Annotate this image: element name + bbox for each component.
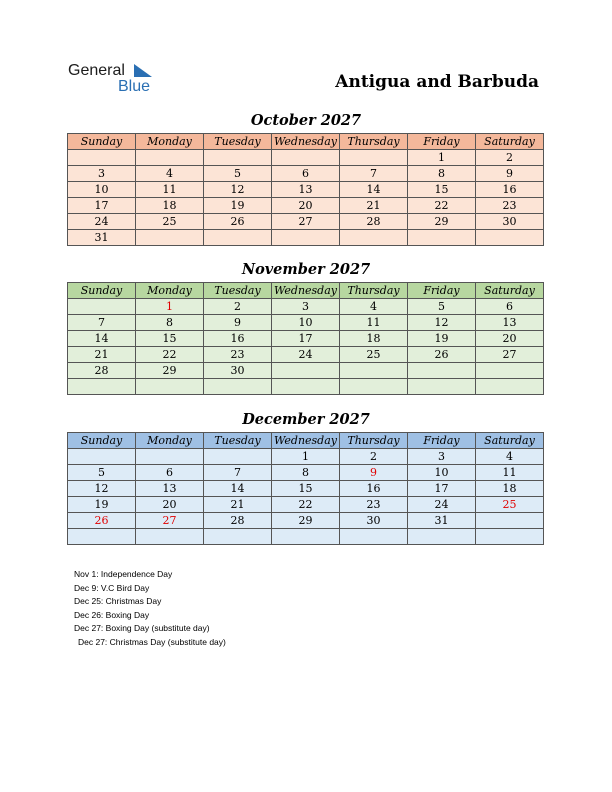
day-cell: 15 bbox=[136, 331, 204, 347]
week-row bbox=[68, 182, 544, 198]
weekday-monday: Monday bbox=[136, 283, 204, 299]
day-cell: 2 bbox=[476, 150, 544, 166]
weekday-tuesday: Tuesday bbox=[204, 433, 272, 449]
day-cell: 17 bbox=[68, 198, 136, 214]
day-cell: 20 bbox=[136, 497, 204, 513]
calendar-december bbox=[67, 432, 544, 545]
day-cell: 2 bbox=[204, 299, 272, 315]
day-cell: 16 bbox=[340, 481, 408, 497]
weekday-header-row bbox=[68, 134, 544, 150]
weekday-friday: Friday bbox=[408, 134, 476, 150]
day-cell: 31 bbox=[68, 230, 136, 246]
day-cell: 8 bbox=[272, 465, 340, 481]
holiday-notes bbox=[74, 568, 226, 649]
holiday-note: Dec 27: Christmas Day (substitute day) bbox=[78, 636, 226, 647]
day-cell: 22 bbox=[408, 198, 476, 214]
empty-day-cell bbox=[340, 363, 408, 379]
week-row bbox=[68, 529, 544, 545]
empty-day-cell bbox=[408, 230, 476, 246]
calendar-body bbox=[68, 150, 544, 246]
weekday-sunday: Sunday bbox=[68, 433, 136, 449]
holiday-note: Dec 27: Boxing Day (substitute day) bbox=[74, 623, 210, 633]
empty-day-cell bbox=[204, 449, 272, 465]
day-cell: 29 bbox=[136, 363, 204, 379]
day-cell: 3 bbox=[68, 166, 136, 182]
day-cell: 6 bbox=[272, 166, 340, 182]
empty-day-cell bbox=[68, 299, 136, 315]
weekday-header-row bbox=[68, 433, 544, 449]
week-row bbox=[68, 449, 544, 465]
day-cell: 7 bbox=[68, 315, 136, 331]
day-cell: 18 bbox=[340, 331, 408, 347]
week-row bbox=[68, 150, 544, 166]
holiday-note: Dec 25: Christmas Day bbox=[74, 596, 162, 606]
empty-day-cell bbox=[136, 449, 204, 465]
weekday-saturday: Saturday bbox=[476, 283, 544, 299]
day-cell: 10 bbox=[408, 465, 476, 481]
empty-day-cell bbox=[204, 230, 272, 246]
empty-day-cell bbox=[476, 513, 544, 529]
day-cell: 28 bbox=[68, 363, 136, 379]
day-cell: 31 bbox=[408, 513, 476, 529]
day-cell: 22 bbox=[136, 347, 204, 363]
logo-text-blue: Blue bbox=[118, 78, 151, 95]
day-cell: 3 bbox=[272, 299, 340, 315]
day-cell: 11 bbox=[476, 465, 544, 481]
day-cell: 4 bbox=[476, 449, 544, 465]
empty-day-cell bbox=[68, 529, 136, 545]
day-cell: 15 bbox=[272, 481, 340, 497]
day-cell: 29 bbox=[408, 214, 476, 230]
empty-day-cell bbox=[68, 379, 136, 395]
empty-day-cell bbox=[204, 529, 272, 545]
weekday-thursday: Thursday bbox=[340, 134, 408, 150]
empty-day-cell bbox=[272, 230, 340, 246]
month-title-october: October 2027 bbox=[250, 112, 362, 129]
empty-day-cell bbox=[204, 150, 272, 166]
day-cell: 14 bbox=[340, 182, 408, 198]
day-cell: 23 bbox=[340, 497, 408, 513]
day-cell: 15 bbox=[408, 182, 476, 198]
weekday-wednesday: Wednesday bbox=[272, 433, 340, 449]
empty-day-cell bbox=[272, 363, 340, 379]
empty-day-cell bbox=[340, 529, 408, 545]
empty-day-cell bbox=[136, 150, 204, 166]
day-cell: 6 bbox=[136, 465, 204, 481]
empty-day-cell bbox=[136, 230, 204, 246]
day-cell: 20 bbox=[476, 331, 544, 347]
empty-day-cell bbox=[272, 379, 340, 395]
day-cell: 18 bbox=[136, 198, 204, 214]
empty-day-cell bbox=[136, 529, 204, 545]
week-row bbox=[68, 379, 544, 395]
empty-day-cell bbox=[476, 363, 544, 379]
calendar-november bbox=[67, 282, 544, 395]
empty-day-cell bbox=[136, 379, 204, 395]
week-row bbox=[68, 214, 544, 230]
week-row bbox=[68, 230, 544, 246]
day-cell: 1 bbox=[136, 299, 204, 315]
calendar-body bbox=[68, 299, 544, 395]
weekday-thursday: Thursday bbox=[340, 283, 408, 299]
weekday-monday: Monday bbox=[136, 433, 204, 449]
day-cell: 26 bbox=[204, 214, 272, 230]
day-cell: 6 bbox=[476, 299, 544, 315]
holiday-note: Dec 9: V.C Bird Day bbox=[74, 582, 150, 593]
day-cell: 4 bbox=[340, 299, 408, 315]
empty-day-cell bbox=[340, 379, 408, 395]
holiday-note: Dec 26: Boxing Day bbox=[74, 609, 150, 620]
day-cell: 30 bbox=[476, 214, 544, 230]
day-cell: 9 bbox=[204, 315, 272, 331]
weekday-friday: Friday bbox=[408, 433, 476, 449]
empty-day-cell bbox=[68, 150, 136, 166]
day-cell: 25 bbox=[476, 497, 544, 513]
day-cell: 27 bbox=[476, 347, 544, 363]
week-row bbox=[68, 166, 544, 182]
week-row bbox=[68, 299, 544, 315]
day-cell: 28 bbox=[204, 513, 272, 529]
weekday-sunday: Sunday bbox=[68, 283, 136, 299]
weekday-thursday: Thursday bbox=[340, 433, 408, 449]
week-row bbox=[68, 363, 544, 379]
week-row bbox=[68, 331, 544, 347]
day-cell: 20 bbox=[272, 198, 340, 214]
empty-day-cell bbox=[476, 529, 544, 545]
day-cell: 9 bbox=[476, 166, 544, 182]
day-cell: 13 bbox=[272, 182, 340, 198]
weekday-saturday: Saturday bbox=[476, 433, 544, 449]
day-cell: 10 bbox=[272, 315, 340, 331]
weekday-saturday: Saturday bbox=[476, 134, 544, 150]
day-cell: 11 bbox=[136, 182, 204, 198]
day-cell: 21 bbox=[68, 347, 136, 363]
day-cell: 5 bbox=[204, 166, 272, 182]
day-cell: 24 bbox=[408, 497, 476, 513]
week-row bbox=[68, 481, 544, 497]
day-cell: 9 bbox=[340, 465, 408, 481]
day-cell: 24 bbox=[68, 214, 136, 230]
day-cell: 18 bbox=[476, 481, 544, 497]
empty-day-cell bbox=[408, 363, 476, 379]
weekday-header-row bbox=[68, 283, 544, 299]
day-cell: 13 bbox=[136, 481, 204, 497]
week-row bbox=[68, 465, 544, 481]
day-cell: 12 bbox=[68, 481, 136, 497]
day-cell: 26 bbox=[68, 513, 136, 529]
weekday-sunday: Sunday bbox=[68, 134, 136, 150]
day-cell: 14 bbox=[204, 481, 272, 497]
day-cell: 19 bbox=[204, 198, 272, 214]
day-cell: 17 bbox=[272, 331, 340, 347]
weekday-friday: Friday bbox=[408, 283, 476, 299]
weekday-tuesday: Tuesday bbox=[204, 134, 272, 150]
week-row bbox=[68, 198, 544, 214]
day-cell: 19 bbox=[408, 331, 476, 347]
day-cell: 23 bbox=[476, 198, 544, 214]
day-cell: 11 bbox=[340, 315, 408, 331]
day-cell: 5 bbox=[68, 465, 136, 481]
empty-day-cell bbox=[408, 379, 476, 395]
day-cell: 14 bbox=[68, 331, 136, 347]
empty-day-cell bbox=[204, 379, 272, 395]
empty-day-cell bbox=[476, 230, 544, 246]
day-cell: 8 bbox=[136, 315, 204, 331]
day-cell: 22 bbox=[272, 497, 340, 513]
holiday-note: Nov 1: Independence Day bbox=[74, 569, 173, 579]
day-cell: 16 bbox=[476, 182, 544, 198]
week-row bbox=[68, 513, 544, 529]
day-cell: 12 bbox=[204, 182, 272, 198]
day-cell: 26 bbox=[408, 347, 476, 363]
day-cell: 7 bbox=[340, 166, 408, 182]
calendar-october bbox=[67, 133, 544, 246]
day-cell: 19 bbox=[68, 497, 136, 513]
week-row bbox=[68, 497, 544, 513]
day-cell: 5 bbox=[408, 299, 476, 315]
empty-day-cell bbox=[272, 529, 340, 545]
day-cell: 13 bbox=[476, 315, 544, 331]
day-cell: 12 bbox=[408, 315, 476, 331]
day-cell: 24 bbox=[272, 347, 340, 363]
day-cell: 30 bbox=[204, 363, 272, 379]
day-cell: 30 bbox=[340, 513, 408, 529]
day-cell: 23 bbox=[204, 347, 272, 363]
weekday-wednesday: Wednesday bbox=[272, 134, 340, 150]
day-cell: 7 bbox=[204, 465, 272, 481]
empty-day-cell bbox=[340, 150, 408, 166]
day-cell: 1 bbox=[272, 449, 340, 465]
logo-triangle-icon bbox=[132, 64, 154, 78]
day-cell: 21 bbox=[340, 198, 408, 214]
month-title-december: December 2027 bbox=[242, 411, 370, 428]
empty-day-cell bbox=[272, 150, 340, 166]
logo-text-general: General bbox=[68, 62, 125, 79]
empty-day-cell bbox=[68, 449, 136, 465]
day-cell: 2 bbox=[340, 449, 408, 465]
day-cell: 1 bbox=[408, 150, 476, 166]
day-cell: 27 bbox=[136, 513, 204, 529]
day-cell: 10 bbox=[68, 182, 136, 198]
month-title-november: November 2027 bbox=[241, 261, 371, 278]
empty-day-cell bbox=[476, 379, 544, 395]
day-cell: 3 bbox=[408, 449, 476, 465]
day-cell: 21 bbox=[204, 497, 272, 513]
day-cell: 17 bbox=[408, 481, 476, 497]
day-cell: 4 bbox=[136, 166, 204, 182]
day-cell: 28 bbox=[340, 214, 408, 230]
logo bbox=[68, 62, 168, 96]
calendar-body bbox=[68, 449, 544, 545]
empty-day-cell bbox=[408, 529, 476, 545]
weekday-monday: Monday bbox=[136, 134, 204, 150]
empty-day-cell bbox=[340, 230, 408, 246]
day-cell: 25 bbox=[340, 347, 408, 363]
country-title: Antigua and Barbuda bbox=[335, 72, 539, 92]
day-cell: 8 bbox=[408, 166, 476, 182]
weekday-tuesday: Tuesday bbox=[204, 283, 272, 299]
day-cell: 16 bbox=[204, 331, 272, 347]
day-cell: 27 bbox=[272, 214, 340, 230]
week-row bbox=[68, 347, 544, 363]
day-cell: 25 bbox=[136, 214, 204, 230]
weekday-wednesday: Wednesday bbox=[272, 283, 340, 299]
day-cell: 29 bbox=[272, 513, 340, 529]
week-row bbox=[68, 315, 544, 331]
